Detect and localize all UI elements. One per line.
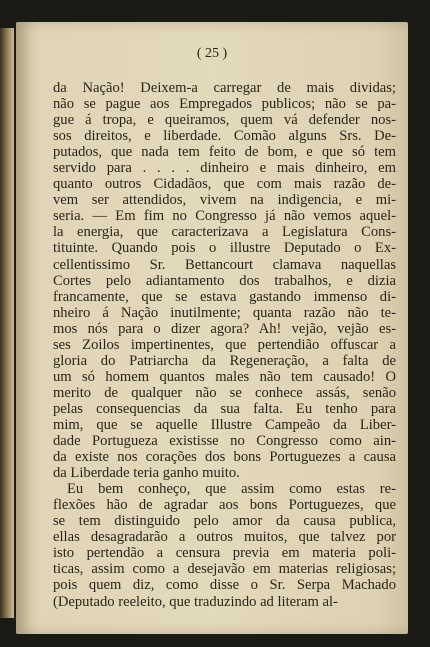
text-line: se tem distinguido pelo amor da causa publica, [53,513,396,530]
text-line: ellas desagradarão a outros muitos, que talvez por [53,529,396,546]
text-line: ses Zoilos impertinentes, que pertendião offuscar a [53,336,396,353]
text-line: (Deputado reeleito, que traduzindo ad literam al- [53,593,338,610]
book-page [16,22,408,634]
text-line: ticas, assim como a desejavão em materias religiosas; [53,561,396,578]
text-line: merito de qualquer não se conhece assás, senão [53,384,396,401]
text-line: mim, que se aquelle Illustre Campeão da Liber- [53,416,396,433]
text-line: mos nós para o dizer agora? Ah! vejão, vejão es- [53,320,396,337]
text-line: seria. — Em fim no Congresso já não vemos aquel- [53,208,396,225]
text-line: da existe nos corações dos bons Portuguezes a causa [53,449,396,466]
text-line: gue á tropa, e queiramos, quem vá defender nos- [53,112,396,129]
page-number: ( 25 ) [196,46,228,61]
text-line: francamente, que se estava gastando immenso di- [53,288,396,305]
text-line: la energia, que caracterizava a Legislatura Cons- [53,224,396,241]
text-line: da Liberdade teria ganho muito. [53,465,240,482]
text-line: Eu bem conheço, que assim como estas re- [67,481,396,498]
text-line: não se pague aos Empregados publicos; não se pa- [53,96,396,113]
text-line: servido para . . . . dinheiro e mais dinheiro, em [53,160,396,177]
text-line: vem ser attendidos, vivem na indigencia, e mi- [53,192,396,209]
text-line: sos direitos, e liberdade. Comão alguns Srs. De- [53,128,396,145]
text-line: tituinte. Quando pois o illustre Deputado o Ex- [53,240,396,257]
text-line: pois quem diz, como disse o Sr. Serpa Machado [53,577,396,594]
text-line: flexões hão de agradar aos bons Portuguezes, que [53,497,396,514]
text-line: isto pertendão a censura previa em materia poli- [53,545,396,562]
body-text [53,80,396,610]
text-line: da Nação! Deixem-a carregar de mais dividas; [53,80,396,96]
text-line: nheiro á Nação inutilmente; quanta razão não te- [53,304,396,321]
text-line: gloria do Patriarcha da Regeneração, a falta de [53,352,396,369]
book-binding-edge [0,28,14,618]
text-line: pelas consequencias da sua falta. Eu tenho para [53,400,396,417]
text-line: cellentissimo Sr. Bettancourt clamava naquellas [53,256,396,273]
text-line: quanto outros Cidadãos, que com mais razão de- [53,176,396,193]
text-line: dade Portugueza existisse no Congresso como ain- [53,433,396,450]
text-line: um só homem quantos males não tem causado! O [53,368,396,385]
text-line: putados, que nada tem feito de bom, e que só tem [53,144,396,161]
text-line: Cortes pelo adiantamento dos trabalhos, e dizia [53,272,396,289]
